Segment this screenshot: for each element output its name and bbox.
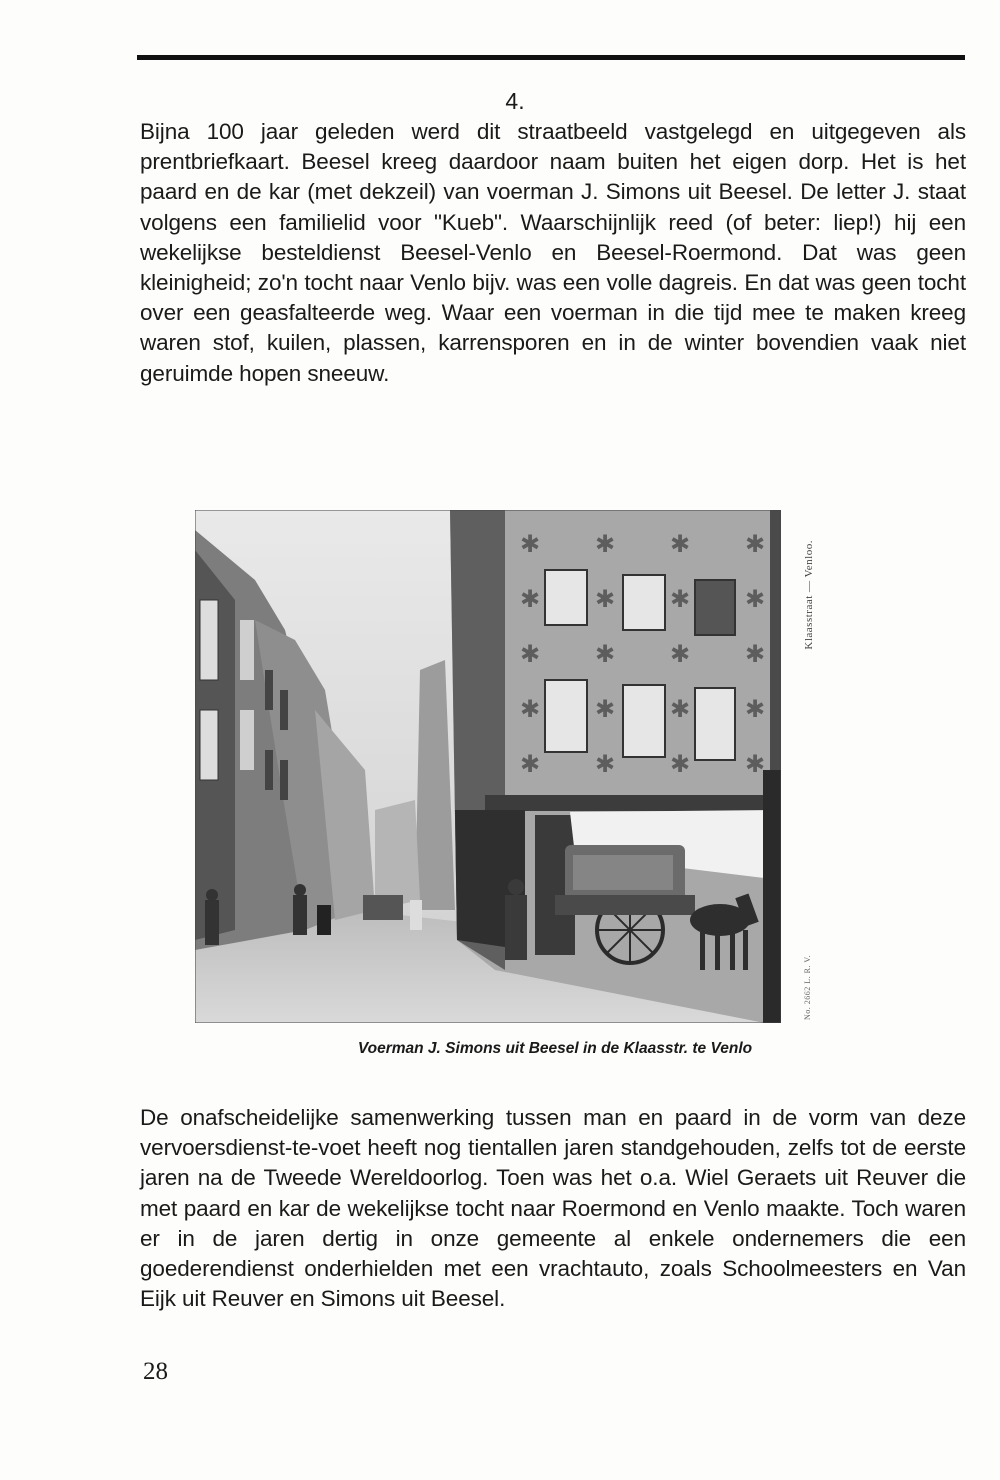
top-rule (137, 55, 965, 60)
section-number: 4. (505, 88, 525, 114)
street-photo (195, 510, 781, 1023)
photo-street-label: Klaasstraat — Venloo. (803, 540, 815, 650)
page-number: 28 (143, 1358, 168, 1385)
paragraph-intro: Bijna 100 jaar geleden werd dit straatbeeld vastgelegd en uitgegeven als prentbriefkaart. Beesel kreeg daardoor naam buiten het eigen dorp. Het is het paard en de kar (met dekzeil) van voerman J. Simons uit Beesel. De letter J. staat volgens een familielid voor "Kueb". Waarschijnlijk reed (of beter: liep!) hij een wekelijkse besteldienst Beesel-Venlo en Beesel-Roermond. Dat was geen kleinigheid; zo'n tocht naar Venlo bijv. was een volle dagreis. En dat was geen tocht over een geasfalteerde weg. Waar een voerman in die tijd mee te maken kreeg waren stof, kuilen, plassen, karrensporen en in de winter bovendien vaak niet geruimde hopen sneeuw. (140, 119, 966, 386)
photo-caption: Voerman J. Simons uit Beesel in de Klaasstr. te Venlo (357, 1040, 753, 1057)
paragraph-continuation: De onafscheidelijke samenwerking tussen man en paard in de vorm van deze vervoersdienst-te-voet heeft nog tientallen jaren standgehouden, zelfs tot de eerste jaren na de Tweede Wereldoorlog. Toen was het o.a. Wiel Geraets uit Reuver die met paard en kar de wekelijkse tocht naar Roermond en Venlo maakte. Toch waren er in de jaren dertig in onze gemeente al enkele ondernemers die een goederendienst onderhielden met een vrachtauto, zoals Schoolmeesters en Van Eijk uit Reuver en Simons uit Beesel. (140, 1105, 966, 1312)
photo-publisher-mark: No. 2662 L. R. V. (803, 954, 812, 1020)
photo-side-caption (803, 540, 823, 1020)
